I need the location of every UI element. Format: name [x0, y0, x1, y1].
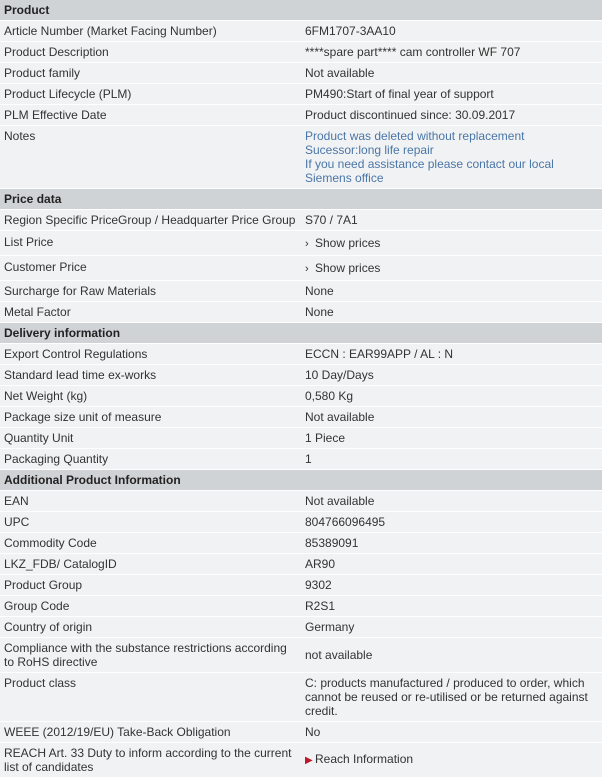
table-row [0, 63, 602, 84]
row-value: 1 Piece [301, 428, 602, 449]
row-label: Export Control Regulations [0, 344, 301, 365]
row-label: Quantity Unit [0, 428, 301, 449]
row-value: ****spare part**** cam controller WF 707 [301, 42, 602, 63]
row-value: Not available [301, 491, 602, 512]
link-label: Show prices [315, 261, 381, 275]
table-row [0, 638, 602, 673]
row-label: Product family [0, 63, 301, 84]
table-row [0, 365, 602, 386]
row-label: Packaging Quantity [0, 449, 301, 470]
row-value: Product discontinued since: 30.09.2017 [301, 105, 602, 126]
row-value: 1 [301, 449, 602, 470]
link-label: Show prices [315, 236, 381, 250]
row-value: AR90 [301, 554, 602, 575]
table-row [0, 42, 602, 63]
table-row [0, 344, 602, 365]
table-row [0, 596, 602, 617]
row-label: Notes [0, 126, 301, 189]
table-row [0, 722, 602, 743]
row-label: Article Number (Market Facing Number) [0, 21, 301, 42]
table-row [0, 407, 602, 428]
row-value: Not available [301, 407, 602, 428]
section-title: Product [0, 0, 602, 21]
row-label: Customer Price [0, 256, 301, 281]
table-row [0, 281, 602, 302]
notes-link-deleted[interactable]: Product was deleted without replacement [305, 129, 525, 143]
row-value: None [301, 281, 602, 302]
row-label: Region Specific PriceGroup / Headquarter Price Group [0, 210, 301, 231]
notes-link-assistance[interactable]: If you need assistance please contact our local [305, 157, 554, 171]
row-label: Package size unit of measure [0, 407, 301, 428]
row-label: Surcharge for Raw Materials [0, 281, 301, 302]
chevron-right-icon: › [305, 238, 309, 250]
table-row [0, 126, 602, 189]
table-row [0, 256, 602, 281]
row-label: PLM Effective Date [0, 105, 301, 126]
table-row [0, 84, 602, 105]
row-label: Product Lifecycle (PLM) [0, 84, 301, 105]
table-row [0, 554, 602, 575]
row-value: 6FM1707-3AA10 [301, 21, 602, 42]
row-label: Product Description [0, 42, 301, 63]
chevron-right-icon: › [305, 263, 309, 275]
row-value: None [301, 302, 602, 323]
row-value: Not available [301, 63, 602, 84]
section-header-additional [0, 470, 602, 491]
row-value: No [301, 722, 602, 743]
table-row [0, 533, 602, 554]
row-value: PM490:Start of final year of support [301, 84, 602, 105]
table-row [0, 428, 602, 449]
notes-link-successor[interactable]: Sucessor:long life repair [305, 143, 434, 157]
table-row [0, 449, 602, 470]
table-row [0, 743, 602, 778]
table-row [0, 21, 602, 42]
row-label: UPC [0, 512, 301, 533]
table-row [0, 491, 602, 512]
row-value: 10 Day/Days [301, 365, 602, 386]
table-row [0, 512, 602, 533]
row-value: R2S1 [301, 596, 602, 617]
section-title: Price data [0, 189, 602, 210]
row-label: REACH Art. 33 Duty to inform according to the current list of candidates [0, 743, 301, 778]
notes-link-office[interactable]: Siemens office [305, 171, 384, 185]
row-label: LKZ_FDB/ CatalogID [0, 554, 301, 575]
row-value: Germany [301, 617, 602, 638]
table-row [0, 210, 602, 231]
row-label: Commodity Code [0, 533, 301, 554]
row-label: Product Group [0, 575, 301, 596]
row-label: Metal Factor [0, 302, 301, 323]
notes-value [301, 126, 602, 189]
row-label: Country of origin [0, 617, 301, 638]
row-label: Standard lead time ex-works [0, 365, 301, 386]
section-title: Additional Product Information [0, 470, 602, 491]
row-value: 804766096495 [301, 512, 602, 533]
reach-information-link[interactable] [301, 743, 602, 778]
table-row [0, 231, 602, 256]
link-label: Reach Information [315, 752, 414, 766]
table-row [0, 673, 602, 722]
section-title: Delivery information [0, 323, 602, 344]
row-value: C: products manufactured / produced to order, which cannot be reused or re-utilised or be returned against credit. [301, 673, 602, 722]
row-value: not available [301, 638, 602, 673]
row-label: Compliance with the substance restrictions according to RoHS directive [0, 638, 301, 673]
row-value: S70 / 7A1 [301, 210, 602, 231]
table-row [0, 386, 602, 407]
row-label: Net Weight (kg) [0, 386, 301, 407]
section-header-product [0, 0, 602, 21]
section-header-price [0, 189, 602, 210]
section-header-delivery [0, 323, 602, 344]
table-row [0, 105, 602, 126]
row-label: WEEE (2012/19/EU) Take-Back Obligation [0, 722, 301, 743]
show-customer-prices-link[interactable] [301, 256, 602, 281]
row-label: EAN [0, 491, 301, 512]
row-value: ECCN : EAR99APP / AL : N [301, 344, 602, 365]
row-value: 0,580 Kg [301, 386, 602, 407]
triangle-right-icon: ▶ [305, 755, 313, 766]
row-label: Product class [0, 673, 301, 722]
row-label: Group Code [0, 596, 301, 617]
row-label: List Price [0, 231, 301, 256]
row-value: 85389091 [301, 533, 602, 554]
show-prices-link[interactable] [301, 231, 602, 256]
table-row [0, 575, 602, 596]
row-value: 9302 [301, 575, 602, 596]
table-row [0, 617, 602, 638]
table-row [0, 302, 602, 323]
